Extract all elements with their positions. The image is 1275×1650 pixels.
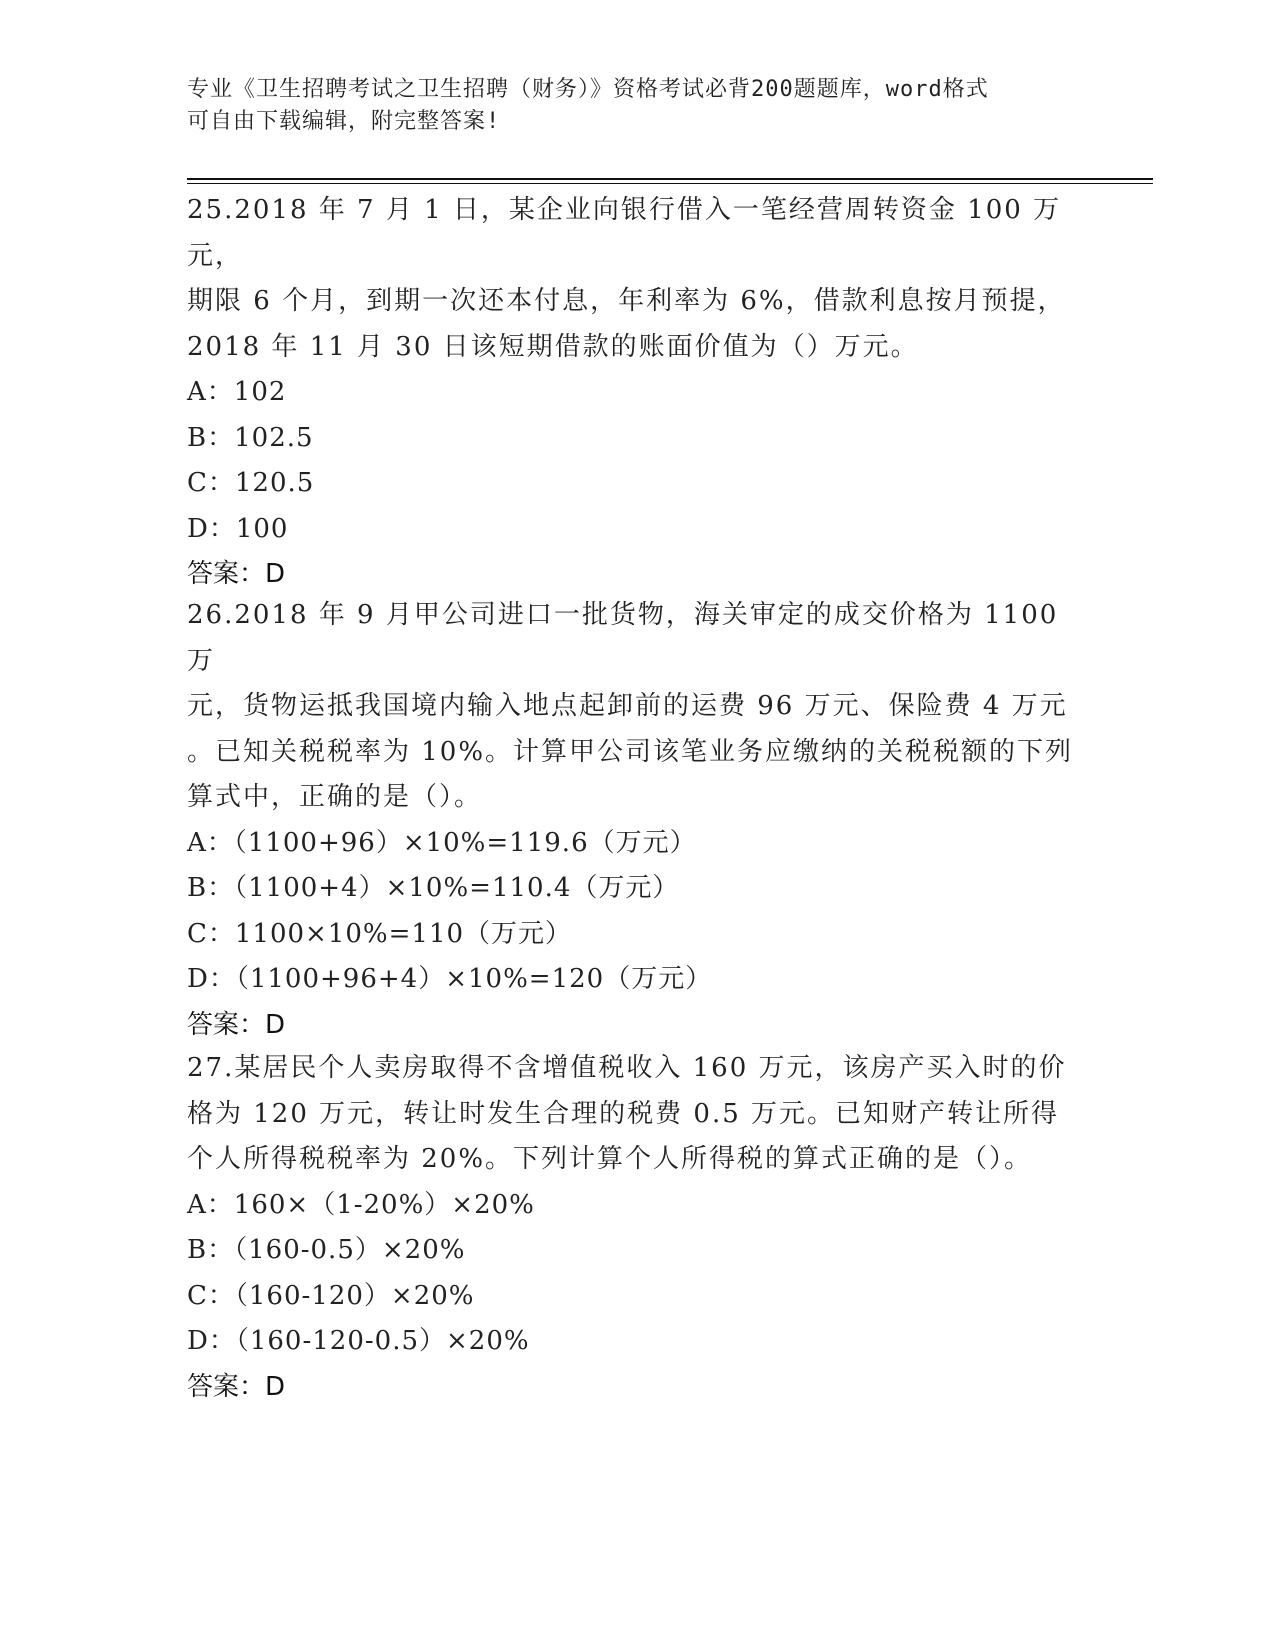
header-title-line-1: 专业《卫生招聘考试之卫生招聘（财务）》资格考试必背200题题库，word格式	[187, 77, 989, 102]
question-stem-line: 。已知关税税率为 10%。计算甲公司该笔业务应缴纳的关税税额的下列	[187, 736, 1074, 767]
option-a: A：102	[187, 377, 287, 407]
document-header	[187, 74, 1067, 138]
question-26	[187, 593, 1087, 1048]
option-a: A：（1100+96）×10%=119.6（万元）	[187, 827, 697, 858]
header-divider-thick	[187, 178, 1153, 180]
option-b: B：（1100+4）×10%=110.4（万元）	[187, 873, 680, 903]
question-27	[187, 1046, 1087, 1410]
option-b: B：102.5	[187, 422, 314, 453]
answer-label: 答案：D	[187, 559, 286, 589]
question-stem-line: 2018 年 11 月 30 日该短期借款的账面价值为（）万元。	[187, 331, 919, 362]
question-stem-line: 元，货物运抵我国境内输入地点起卸前的运费 96 万元、保险费 4 万元	[187, 691, 1068, 721]
question-stem-line: 26.2018 年 9 月甲公司进口一批货物，海关审定的成交价格为 1100 万	[187, 600, 1059, 676]
answer-label: 答案：D	[187, 1371, 286, 1402]
question-stem-line: 27.某居民个人卖房取得不含增值税收入 160 万元，该房产买入时的价	[187, 1053, 1067, 1083]
question-stem-line: 期限 6 个月，到期一次还本付息，年利率为 6%，借款利息按月预提，	[187, 286, 1066, 316]
question-stem-line: 算式中，正确的是（）。	[187, 782, 483, 812]
question-stem-line: 25.2018 年 7 月 1 日，某企业向银行借入一笔经营周转资金 100 万元，	[187, 195, 1062, 271]
question-25	[187, 188, 1087, 598]
option-c: C：120.5	[187, 468, 315, 498]
option-d: D：（1100+96+4）×10%=120（万元）	[187, 964, 713, 994]
option-c: C：（160-120）×20%	[187, 1280, 475, 1311]
option-c: C：1100×10%=110（万元）	[187, 918, 573, 949]
question-stem-line: 格为 120 万元，转让时发生合理的税费 0.5 万元。已知财产转让所得	[187, 1098, 1060, 1129]
option-d: D：100	[187, 513, 289, 544]
answer-label: 答案：D	[187, 1009, 286, 1040]
option-a: A：160×（1-20%）×20%	[187, 1189, 535, 1220]
option-d: D：（160-120-0.5）×20%	[187, 1326, 530, 1356]
option-b: B：（160-0.5）×20%	[187, 1235, 466, 1265]
header-title-line-2: 可自由下载编辑，附完整答案!	[187, 109, 501, 134]
question-stem-line: 个人所得税税率为 20%。下列计算个人所得税的算式正确的是（）。	[187, 1144, 1033, 1174]
header-divider-thin	[187, 183, 1153, 184]
